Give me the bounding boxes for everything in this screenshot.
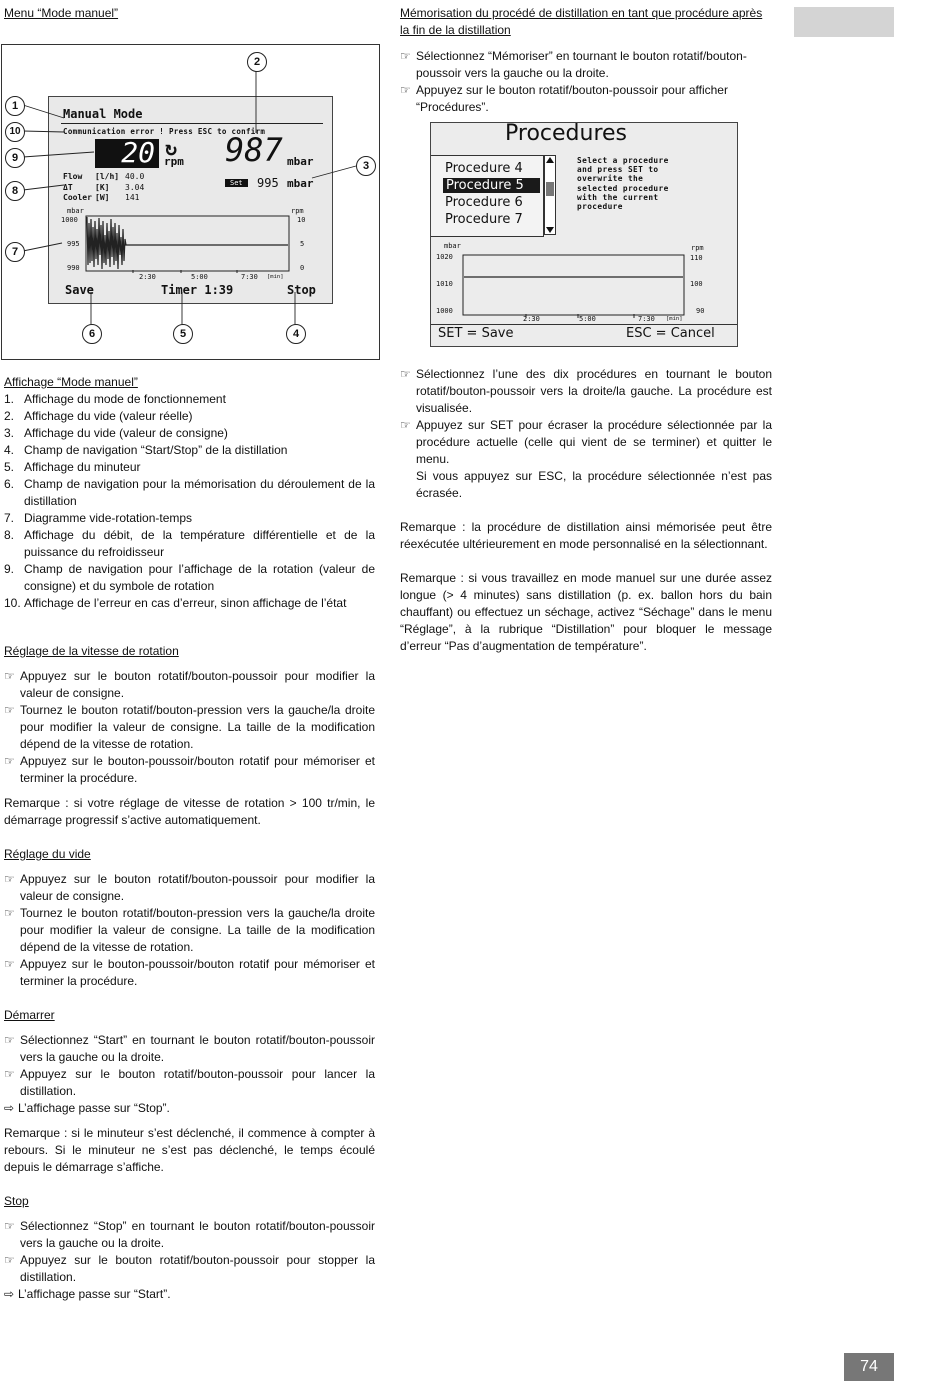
speed-bullet [4, 668, 375, 702]
display-legend-heading: Affichage “Mode manuel” [4, 375, 138, 389]
legend-text: Champ de navigation pour l’affichage de la rotation (valeur de consigne) et du symbole de rotation [24, 562, 375, 593]
legend-text: Champ de navigation “Start/Stop” de la distillation [24, 443, 288, 457]
start-bullet [4, 1066, 375, 1100]
hint-line: overwrite the [577, 174, 644, 184]
procedures-screen [430, 122, 738, 347]
hand-pointer-icon: ☞ [400, 49, 411, 63]
legend-text: Affichage du vide (valeur de consigne) [24, 426, 228, 440]
remark-drying: Remarque : si vous travaillez en mode manuel sur une durée assez longue (> 4 minutes) sans distillation (p. ex. ballon hors du bain chauffant) ou effectuez un séchage, activez “Séchage” dans le menu “Réglage”, à la rubrique “Distillation” pour bloquer le message d’erreur “Pas d’augmentation de température”. [400, 571, 772, 653]
esc-cancel-label: ESC = Cancel [626, 326, 715, 341]
proc-x-tick: 7:30 [638, 315, 655, 323]
start-heading: Démarrer [4, 1008, 55, 1022]
legend-item [4, 391, 375, 408]
selection-bullet-text: Sélectionnez l’une des dix procédures en tournant le bouton rotatif/bouton-poussoir vers la droite/la gauche. La procédure est visualisée. [416, 367, 772, 415]
left-axis-unit: mbar [67, 207, 84, 215]
legend-text: Affichage du vide (valeur réelle) [24, 409, 193, 423]
manual-mode-figure [1, 44, 380, 360]
instructions-column [4, 643, 375, 1303]
arrow-right-icon: ⇨ [4, 1101, 15, 1115]
selection-bullet-text: Appuyez sur SET pour écraser la procédure sélectionnée par la procédure actuelle (celle qui vient de se terminer) et quitter le menu. [416, 418, 772, 466]
param-value: 141 [125, 193, 140, 202]
callout-leaders [2, 45, 379, 359]
legend-item [4, 476, 375, 510]
vacuum-unit: mbar [287, 155, 314, 168]
procedure-item-5-selected[interactable]: Procedure 5 [443, 178, 540, 193]
left-tick: 1000 [61, 216, 78, 224]
procedures-title: Procedures [505, 121, 627, 146]
vacuum-bullet [4, 956, 375, 990]
rpm-value: 20 [121, 136, 155, 169]
legend-number: 1. [4, 392, 15, 406]
header-tab [794, 7, 894, 37]
screen-title: Manual Mode [63, 107, 143, 121]
left-tick: 995 [67, 240, 80, 248]
proc-left-axis-unit: mbar [444, 242, 461, 250]
hand-pointer-icon: ☞ [4, 872, 15, 886]
start-remark: Remarque : si le minuteur s’est déclenché, il commence à compter à rebours. Si le minuteur ne s’est pas déclenché, le temps écoulé depuis le démarrage s’affiche. [4, 1126, 375, 1174]
proc-left-tick: 1000 [436, 307, 453, 315]
proc-right-tick: 90 [696, 307, 705, 315]
x-tick: 2:30 [139, 273, 156, 281]
proc-right-axis-unit: rpm [691, 244, 704, 252]
memorize-bullet-text: Appuyez sur le bouton rotatif/bouton-poussoir pour afficher “Procédures”. [416, 83, 728, 114]
right-tick: 10 [297, 216, 306, 224]
arrow-right-icon: ⇨ [4, 1287, 15, 1301]
stop-bullet [4, 1252, 375, 1286]
callout-5: 5 [173, 324, 193, 344]
procedure-hint [577, 156, 669, 211]
speed-bullet-text: Appuyez sur le bouton-poussoir/bouton rotatif pour mémoriser et terminer la procédure. [20, 754, 375, 785]
esc-note: Si vous appuyez sur ESC, la procédure sélectionnée n’est pas écrasée. [416, 469, 772, 500]
proc-x-tick: 5:00 [579, 315, 596, 323]
scroll-down-icon[interactable] [546, 227, 554, 233]
start-bullet-text: Sélectionnez “Start” en tournant le bouton rotatif/bouton-poussoir vers la gauche ou la droite. [20, 1033, 375, 1064]
legend-item [4, 425, 375, 442]
speed-heading: Réglage de la vitesse de rotation [4, 644, 179, 658]
right-tick: 0 [300, 264, 305, 272]
page-number: 74 [844, 1353, 894, 1381]
param-unit: [l/h] [95, 172, 120, 181]
stop-result [4, 1286, 375, 1303]
proc-right-tick: 100 [690, 280, 703, 288]
start-result-text: L’affichage passe sur “Stop”. [18, 1101, 170, 1115]
legend-text: Affichage du débit, de la température différentielle et de la puissance du refroidisseur [24, 528, 375, 559]
param-label: Cooler [63, 193, 92, 202]
speed-bullet [4, 702, 375, 753]
stop-bullet-text: Sélectionnez “Stop” en tournant le bouton rotatif/bouton-poussoir vers la gauche ou la droite. [20, 1219, 375, 1250]
vacuum-heading: Réglage du vide [4, 847, 91, 861]
proc-x-unit: [min] [666, 316, 683, 322]
proc-left-tick: 1010 [436, 280, 453, 288]
procedure-item-4[interactable]: Procedure 4 [445, 161, 523, 176]
legend-item [4, 459, 375, 476]
proc-right-tick: 110 [690, 254, 703, 262]
vacuum-bullet [4, 871, 375, 905]
selection-bullet [400, 366, 772, 417]
procedures-footer-rule [431, 324, 737, 325]
stop-heading: Stop [4, 1194, 29, 1208]
set-save-label: SET = Save [438, 326, 514, 341]
callout-1: 1 [5, 96, 25, 116]
vacuum-bullet [4, 905, 375, 956]
start-result [4, 1100, 375, 1117]
legend-number: 8. [4, 528, 15, 542]
procedure-selection-section [400, 366, 772, 655]
start-bullet [4, 1032, 375, 1066]
speed-bullet-text: Tournez le bouton rotatif/bouton-pression vers la gauche/la droite pour modifier la valeur de consigne. La taille de la modification dépend de la vitesse de rotation. [20, 703, 375, 751]
display-legend [4, 374, 375, 612]
legend-item [4, 527, 375, 561]
callout-9: 9 [5, 148, 25, 168]
param-value: 3.04 [125, 182, 145, 192]
hand-pointer-icon: ☞ [4, 1067, 15, 1081]
legend-text: Affichage du mode de fonctionnement [24, 392, 226, 406]
legend-number: 2. [4, 409, 15, 423]
rotation-icon: ↻ [165, 136, 178, 160]
legend-item [4, 595, 375, 612]
proc-x-tick: 2:30 [523, 315, 540, 323]
vacuum-set-value: 995 [257, 176, 279, 190]
speed-remark: Remarque : si votre réglage de vitesse de rotation > 100 tr/min, le démarrage progressif s’active automatiquement. [4, 796, 375, 827]
stop-bullet-text: Appuyez sur le bouton rotatif/bouton-poussoir pour stopper la distillation. [20, 1253, 375, 1284]
timer-display: Timer 1:39 [161, 283, 234, 297]
legend-text: Champ de navigation pour la mémorisation du déroulement de la distillation [24, 477, 375, 508]
speed-bullet-text: Appuyez sur le bouton rotatif/bouton-poussoir pour modifier la valeur de consigne. [20, 669, 375, 700]
callout-4: 4 [286, 324, 306, 344]
x-tick: 5:00 [191, 273, 208, 281]
param-value: 40.0 [125, 172, 145, 181]
stop-result-text: L’affichage passe sur “Start”. [18, 1287, 171, 1301]
param-label: ΔT [63, 182, 73, 192]
legend-text: Affichage du minuteur [24, 460, 141, 474]
legend-number: 9. [4, 562, 15, 576]
param-label: Flow [63, 172, 83, 181]
callout-2: 2 [247, 52, 267, 72]
stop-nav: Stop [287, 283, 316, 297]
vacuum-bullet-text: Appuyez sur le bouton rotatif/bouton-poussoir pour modifier la valeur de consigne. [20, 872, 375, 903]
legend-text: Diagramme vide-rotation-temps [24, 511, 193, 525]
callout-10: 10 [5, 122, 25, 142]
hint-line: with the current [577, 192, 659, 202]
set-unit: mbar [287, 177, 314, 190]
callout-6: 6 [82, 324, 102, 344]
legend-number: 10. [4, 596, 21, 610]
save-nav: Save [65, 283, 94, 297]
hand-pointer-icon: ☞ [4, 1219, 15, 1233]
memorize-bullet [400, 82, 773, 116]
stop-bullet [4, 1218, 375, 1252]
procedure-item-6[interactable]: Procedure 6 [445, 195, 523, 210]
hand-pointer-icon: ☞ [400, 418, 411, 432]
hand-pointer-icon: ☞ [4, 669, 15, 683]
legend-item [4, 442, 375, 459]
memorize-bullet-text: Sélectionnez “Mémoriser” en tournant le bouton rotatif/bouton-poussoir vers la gauche ou la droite. [416, 49, 747, 80]
memorize-section [400, 5, 773, 116]
procedure-chart [462, 254, 686, 318]
hint-line: procedure [577, 202, 623, 212]
left-tick: 990 [67, 264, 80, 272]
hand-pointer-icon: ☞ [4, 703, 15, 717]
hand-pointer-icon: ☞ [4, 957, 15, 971]
x-unit: [min] [267, 274, 284, 280]
manual-menu-heading: Menu “Mode manuel” [4, 6, 119, 20]
start-bullet-text: Appuyez sur le bouton rotatif/bouton-poussoir pour lancer la distillation. [20, 1067, 375, 1098]
error-message: Communication error ! Press ESC to confirm [63, 127, 266, 136]
legend-number: 6. [4, 477, 15, 491]
speed-bullet [4, 753, 375, 787]
hint-line: selected procedure [577, 183, 669, 193]
hand-pointer-icon: ☞ [4, 1033, 15, 1047]
hand-pointer-icon: ☞ [4, 1253, 15, 1267]
legend-number: 5. [4, 460, 15, 474]
procedure-scrollbar[interactable] [544, 155, 556, 235]
right-tick: 5 [300, 240, 305, 248]
memorize-heading: Mémorisation du procédé de distillation en tant que procédure après la fin de la distillation [400, 6, 763, 37]
proc-left-tick: 1020 [436, 253, 453, 261]
legend-item [4, 408, 375, 425]
remark-reexec: Remarque : la procédure de distillation ainsi mémorisée peut être réexécutée ultérieurement en mode personnalisé en la sélectionnant. [400, 520, 772, 551]
memorize-bullet [400, 48, 773, 82]
set-tag: Set [225, 179, 248, 187]
hand-pointer-icon: ☞ [400, 83, 411, 97]
hand-pointer-icon: ☞ [4, 906, 15, 920]
legend-number: 3. [4, 426, 15, 440]
x-tick: 7:30 [241, 273, 258, 281]
vacuum-bullet-text: Appuyez sur le bouton-poussoir/bouton rotatif pour mémoriser et terminer la procédure. [20, 957, 375, 988]
param-unit: [W] [95, 193, 110, 202]
hint-line: and press SET to [577, 165, 659, 175]
param-unit: [K] [95, 182, 110, 192]
selection-bullet [400, 417, 772, 468]
legend-item [4, 510, 375, 527]
legend-item [4, 561, 375, 595]
rpm-unit: rpm [164, 155, 184, 168]
callout-8: 8 [5, 181, 25, 201]
procedure-item-7[interactable]: Procedure 7 [445, 212, 523, 227]
scroll-thumb[interactable] [546, 182, 554, 196]
callout-3: 3 [356, 156, 376, 176]
legend-number: 4. [4, 443, 15, 457]
hand-pointer-icon: ☞ [4, 754, 15, 768]
legend-number: 7. [4, 511, 15, 525]
callout-7: 7 [5, 242, 25, 262]
right-axis-unit: rpm [291, 207, 304, 215]
hand-pointer-icon: ☞ [400, 367, 411, 381]
vacuum-bullet-text: Tournez le bouton rotatif/bouton-pression vers la gauche/la droite pour modifier la valeur de consigne. La taille de la modification dépend de la vitesse de rotation. [20, 906, 375, 954]
vacuum-actual-value: 987 [225, 131, 283, 169]
hint-line: Select a procedure [577, 156, 669, 165]
legend-text: Affichage de l’erreur en cas d’erreur, sinon affichage de l’état [24, 596, 347, 610]
scroll-up-icon[interactable] [546, 157, 554, 163]
